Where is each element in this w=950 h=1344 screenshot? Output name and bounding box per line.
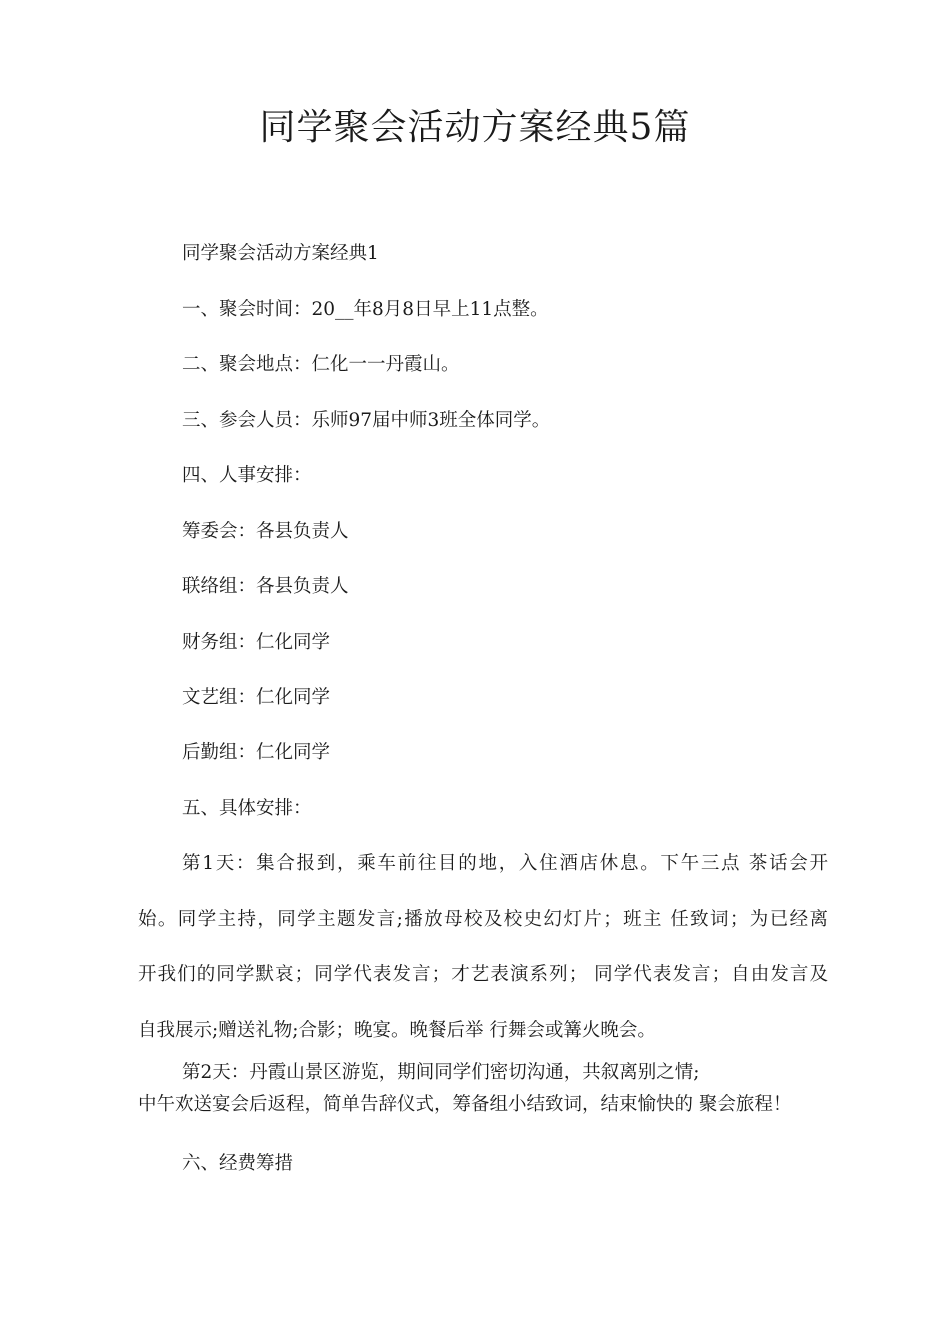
day2-line: 第2天：丹霞山景区游览，期间同学们密切沟通，共叙离别之情; <box>182 1062 700 1083</box>
day2-line: 中午欢送宴会后返程，简单告辞仪式，筹备组小结致词，结束愉快的 聚会旅程！ <box>138 1094 792 1115</box>
meeting-time: 一、聚会时间：20__年8月8日早上11点整。 <box>182 299 549 320</box>
arts-item: 文艺组：仁化同学 <box>182 687 331 708</box>
personnel-heading: 四、人事安排： <box>182 465 312 486</box>
section-heading: 同学聚会活动方案经典1 <box>182 243 379 264</box>
day1-line: 第1天：集合报到，乘车前往目的地，入住酒店休息。下午三点 茶话会开 <box>182 853 828 874</box>
funding-heading: 六、经费筹措 <box>182 1153 294 1174</box>
committee-item: 筹委会：各县负责人 <box>182 521 349 542</box>
document-title: 同学聚会活动方案经典5篇 <box>259 107 691 148</box>
day1-paragraph <box>138 836 828 1059</box>
liaison-item: 联络组：各县负责人 <box>182 576 349 597</box>
meeting-place: 二、聚会地点：仁化一一丹霞山。 <box>182 354 460 375</box>
participants: 三、参会人员：乐师97届中师3班全体同学。 <box>182 410 551 431</box>
day1-line: 自我展示;赠送礼物;合影；晚宴。晚餐后举 行舞会或篝火晚会。 <box>138 1020 656 1042</box>
schedule-heading: 五、具体安排： <box>182 798 312 819</box>
day2-paragraph <box>138 1059 828 1119</box>
day1-line: 开我们的同学默哀；同学代表发言；才艺表演系列； 同学代表发言；自由发言及 <box>138 964 828 986</box>
day1-line: 始。同学主持，同学主题发言;播放母校及校史幻灯片；班主 任致词；为已经离 <box>138 908 828 930</box>
finance-item: 财务组：仁化同学 <box>182 632 331 653</box>
logistics-item: 后勤组：仁化同学 <box>182 742 331 763</box>
